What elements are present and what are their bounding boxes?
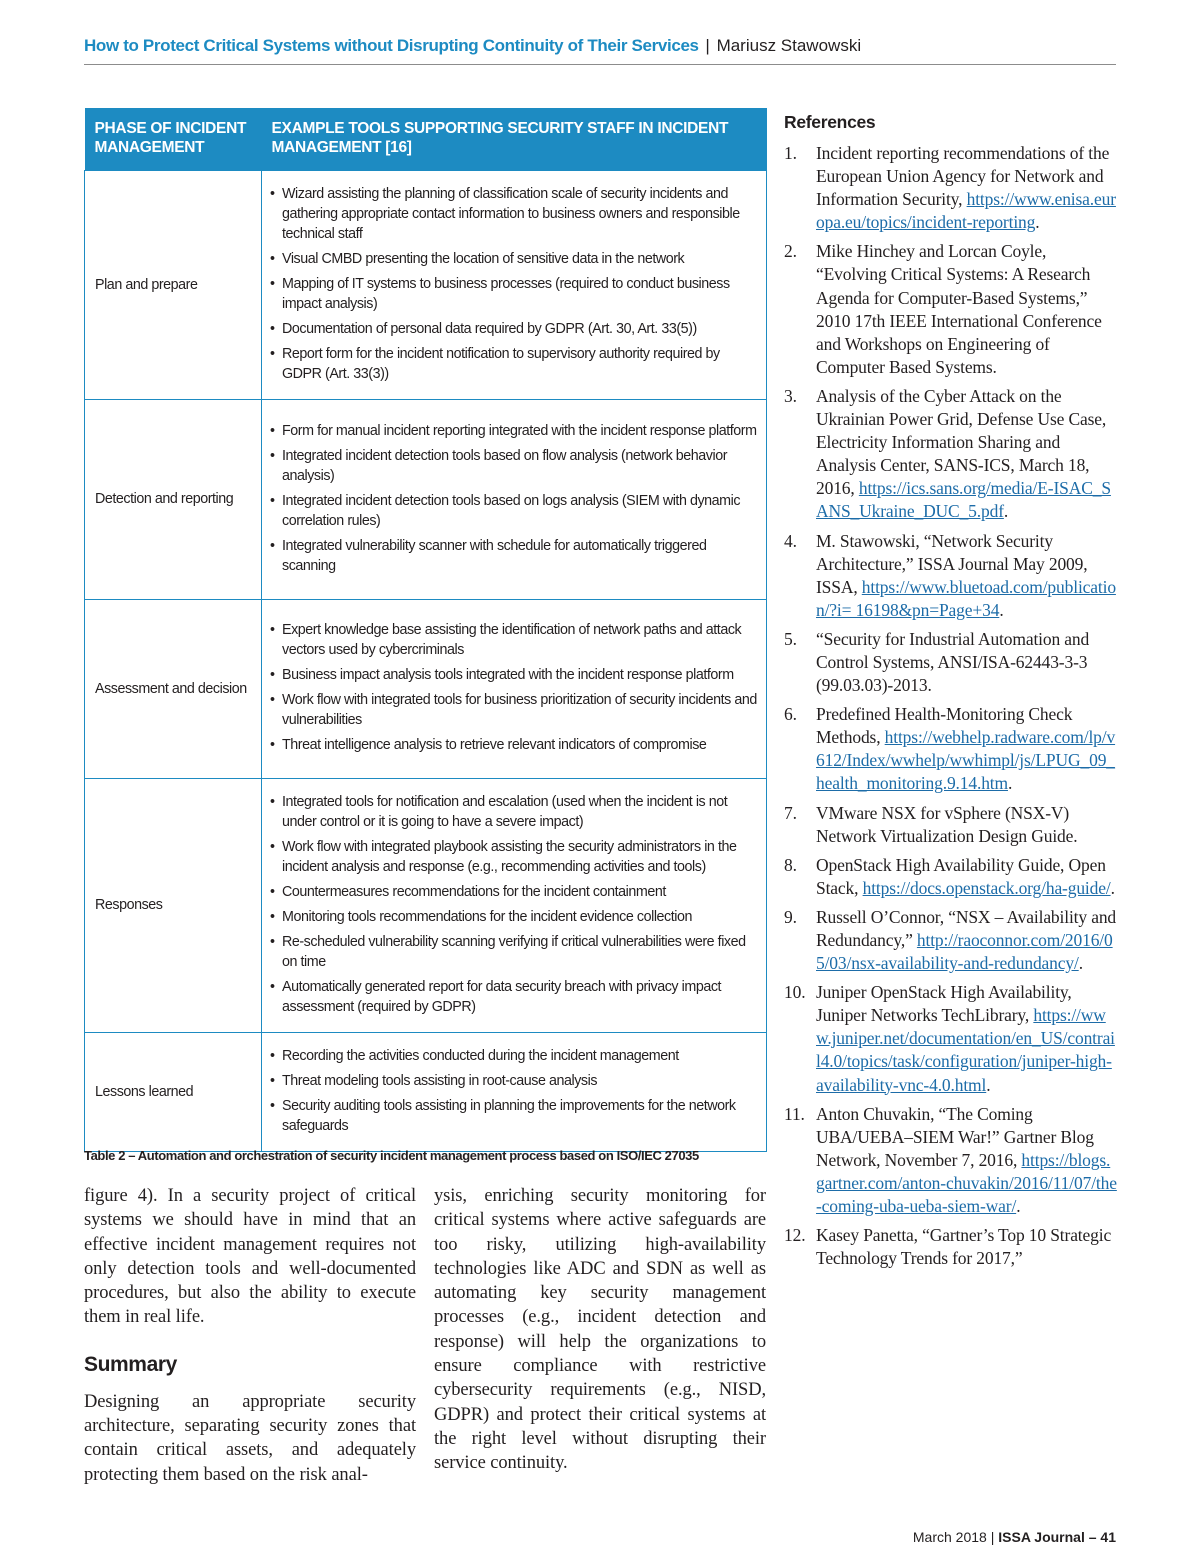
tools-list bbox=[270, 421, 758, 576]
body-paragraph-2-part-1: Designing an appropriate security architecture, separating security zones that contain critical assets, and adequately protecting them based on the risk anal- bbox=[84, 1391, 416, 1485]
reference-item bbox=[784, 628, 1118, 697]
tool-item: • Expert knowledge base assisting the identification of network paths and attack vectors used by cybercriminals bbox=[270, 620, 758, 660]
article-author: Mariusz Stawowski bbox=[716, 36, 862, 55]
reference-number: 10. bbox=[784, 982, 806, 1003]
phase-cell: Detection and reporting bbox=[85, 399, 262, 599]
phase-cell: Assessment and decision bbox=[85, 599, 262, 778]
reference-number: 5. bbox=[784, 628, 797, 649]
table-row bbox=[85, 1032, 767, 1151]
table-row bbox=[85, 599, 767, 778]
reference-text: Incident reporting recommendations of the European Union Agency for Network and Information Security, bbox=[816, 143, 1110, 210]
tools-list bbox=[270, 1046, 758, 1136]
phase-cell: Lessons learned bbox=[85, 1032, 262, 1151]
reference-number: 8. bbox=[784, 854, 797, 875]
reference-link[interactable]: https://www.enisa.europa.eu/topics/incident-reporting bbox=[816, 189, 1116, 233]
article-title: How to Protect Critical Systems without Disrupting Continuity of Their Services bbox=[84, 36, 699, 55]
reference-text: Juniper OpenStack High Availability, Juniper Networks TechLibrary, bbox=[816, 982, 1072, 1026]
tools-list bbox=[270, 792, 758, 1017]
references-heading: References bbox=[784, 112, 876, 132]
reference-tail: . bbox=[1016, 1196, 1021, 1217]
reference-item bbox=[784, 906, 1118, 975]
header-rule bbox=[84, 64, 1116, 65]
running-head bbox=[84, 34, 1116, 58]
tool-item: • Automatically generated report for data security breach with privacy impact assessment (required by GDPR) bbox=[270, 977, 758, 1017]
tools-cell bbox=[262, 170, 767, 399]
tool-item: • Report form for the incident notification to supervisory authority required by GDPR (Art. 33(3)) bbox=[270, 344, 758, 384]
references-section bbox=[784, 110, 1118, 1276]
reference-text: Analysis of the Cyber Attack on the Ukrainian Power Grid, Defense Use Case, Electricity Information Sharing and Analysis Center, SANS-ICS, March 18, 2016, bbox=[816, 385, 1107, 499]
reference-tail: . bbox=[1007, 773, 1013, 794]
reference-item bbox=[784, 240, 1118, 379]
reference-link[interactable]: https://www.bluetoad.com/publication/?i= 16198&pn=Page+34 bbox=[816, 576, 1116, 620]
phase-cell: Responses bbox=[85, 778, 262, 1032]
body-paragraph-1: figure 4). In a security project of critical systems we should have in mind that an effective incident management requires not only detection tools and well-documented procedures, but also the ability to execute them in real life. bbox=[84, 1186, 416, 1328]
tool-item: • Threat intelligence analysis to retrieve relevant indicators of compromise bbox=[270, 735, 758, 755]
reference-text: Anton Chuvakin, “The Coming UBA/UEBA–SIEM War!” Gartner Blog Network, November 7, 2016, bbox=[816, 1103, 1094, 1170]
reference-link[interactable]: https://blogs.gartner.com/anton-chuvakin/2016/11/07/the-coming-uba-ueba-siem-war/ bbox=[816, 1149, 1117, 1217]
reference-number: 11. bbox=[784, 1103, 805, 1124]
tools-list bbox=[270, 620, 758, 755]
tool-item: • Countermeasures recommendations for the incident containment bbox=[270, 882, 758, 902]
tools-list bbox=[270, 184, 758, 384]
reference-number: 12. bbox=[784, 1225, 806, 1246]
tools-cell bbox=[262, 399, 767, 599]
tool-item: • Security auditing tools assisting in planning the improvements for the network safeguards bbox=[270, 1096, 758, 1136]
reference-number: 6. bbox=[784, 704, 797, 725]
tool-item: • Re-scheduled vulnerability scanning verifying if critical vulnerabilities were fixed on time bbox=[270, 932, 758, 972]
tool-item: • Integrated incident detection tools based on logs analysis (SIEM with dynamic correlation rules) bbox=[270, 491, 758, 531]
incident-management-table bbox=[84, 108, 767, 1152]
tool-item: • Integrated incident detection tools based on flow analysis (network behavior analysis) bbox=[270, 446, 758, 486]
summary-heading: Summary bbox=[84, 1352, 177, 1376]
tool-item: • Work flow with integrated playbook assisting the security administrators in the incident analysis and response (e.g., recommending activities and tools) bbox=[270, 837, 758, 877]
reference-text: “Security for Industrial Automation and Control Systems, ANSI/ISA-62443-3-3 (99.03.03)-2013. bbox=[816, 628, 1090, 696]
table-caption: Table 2 – Automation and orchestration of security incident management process based on ISO/IEC 27035 bbox=[84, 1148, 699, 1163]
reference-item bbox=[784, 1103, 1118, 1218]
reference-tail: . bbox=[1003, 501, 1009, 522]
footer-journal-page: ISSA Journal – 41 bbox=[998, 1529, 1116, 1545]
body-column-left bbox=[84, 1184, 416, 1487]
reference-tail: . bbox=[1078, 953, 1083, 974]
body-paragraph-2-part-2: ysis, enriching security monitoring for critical systems where active safeguards are too risky, utilizing high-availability technologies like ADC and SDN as well as automating key security management processes (e.g., incident detection and response) will help the organizations to ensure compliance with restrictive cybersecurity requirements (e.g., NISD, GDPR) and protect their critical systems at the right level without disrupting their service continuity. bbox=[434, 1186, 766, 1474]
tool-item: • Recording the activities conducted during the incident management bbox=[270, 1046, 758, 1066]
reference-link[interactable]: https://webhelp.radware.com/lp/v612/Index/wwhelp/wwhimpl/js/LPUG_09_health_monitoring.9.14.htm bbox=[816, 727, 1116, 794]
reference-link[interactable]: https://www.juniper.net/documentation/en_US/contrail4.0/topics/task/configuration/juniper-high-availability-vnc-4.0.html bbox=[816, 1005, 1115, 1095]
reference-text: Kasey Panetta, “Gartner’s Top 10 Strategic Technology Trends for 2017,” bbox=[816, 1225, 1112, 1269]
reference-text: VMware NSX for vSphere (NSX-V) Network Virtualization Design Guide. bbox=[816, 802, 1078, 846]
tool-item: • Work flow with integrated tools for business prioritization of security incidents and vulnerabilities bbox=[270, 690, 758, 730]
tool-item: • Documentation of personal data required by GDPR (Art. 30, Art. 33(5)) bbox=[270, 319, 758, 339]
tool-item: • Monitoring tools recommendations for the incident evidence collection bbox=[270, 907, 758, 927]
reference-text: Predefined Health-Monitoring Check Methods, bbox=[816, 704, 1073, 748]
reference-number: 7. bbox=[784, 802, 797, 823]
reference-link[interactable]: https://docs.openstack.org/ha-guide/ bbox=[862, 877, 1111, 898]
tool-item: • Threat modeling tools assisting in root-cause analysis bbox=[270, 1071, 758, 1091]
reference-tail: . bbox=[999, 599, 1004, 620]
tool-item: • Integrated tools for notification and escalation (used when the incident is not under control or it is going to have a severe impact) bbox=[270, 792, 758, 832]
table-row bbox=[85, 399, 767, 599]
reference-link[interactable]: https://ics.sans.org/media/E-ISAC_SANS_Ukraine_DUC_5.pdf bbox=[816, 478, 1111, 522]
reference-item bbox=[784, 142, 1118, 234]
header-separator: | bbox=[705, 36, 710, 55]
tool-item: • Integrated vulnerability scanner with schedule for automatically triggered scanning bbox=[270, 536, 758, 576]
reference-text: M. Stawowski, “Network Security Architecture,” ISSA Journal May 2009, ISSA, bbox=[816, 530, 1088, 597]
reference-number: 3. bbox=[784, 385, 797, 406]
tool-item: • Business impact analysis tools integrated with the incident response platform bbox=[270, 665, 758, 685]
reference-item bbox=[784, 854, 1118, 900]
table-header-phase: PHASE OF INCIDENT MANAGEMENT bbox=[85, 108, 262, 170]
tools-cell bbox=[262, 1032, 767, 1151]
footer-separator: | bbox=[990, 1529, 995, 1545]
reference-item bbox=[784, 802, 1118, 848]
tools-cell bbox=[262, 599, 767, 778]
tool-item: • Visual CMBD presenting the location of sensitive data in the network bbox=[270, 249, 758, 269]
tool-item: • Wizard assisting the planning of classification scale of security incidents and gathering appropriate contact information to business owners and responsible technical staff bbox=[270, 184, 758, 244]
table-header-tools: EXAMPLE TOOLS SUPPORTING SECURITY STAFF IN INCIDENT MANAGEMENT [16] bbox=[262, 108, 767, 170]
tool-item: • Mapping of IT systems to business processes (required to conduct business impact analysis) bbox=[270, 274, 758, 314]
body-column-right bbox=[434, 1184, 766, 1476]
references-list bbox=[784, 142, 1118, 1270]
reference-item bbox=[784, 981, 1118, 1096]
reference-tail: . bbox=[986, 1074, 991, 1095]
reference-link[interactable]: http://raoconnor.com/2016/05/03/nsx-availability-and-redundancy/ bbox=[816, 930, 1113, 974]
reference-item bbox=[784, 530, 1118, 622]
reference-text: Mike Hinchey and Lorcan Coyle, “Evolving Critical Systems: A Research Agenda for Computer-Based Systems,” 2010 17th IEEE International Conference and Workshops on Engineering of Computer Based Systems. bbox=[816, 241, 1102, 377]
reference-text: OpenStack High Availability Guide, Open Stack, bbox=[816, 854, 1106, 898]
phase-cell: Plan and prepare bbox=[85, 170, 262, 399]
reference-item bbox=[784, 703, 1118, 795]
table-header-row bbox=[85, 108, 767, 170]
reference-tail: . bbox=[1110, 877, 1115, 898]
reference-number: 9. bbox=[784, 906, 797, 927]
reference-item bbox=[784, 1224, 1118, 1270]
reference-number: 2. bbox=[784, 241, 797, 262]
reference-number: 4. bbox=[784, 530, 797, 551]
table-row bbox=[85, 778, 767, 1032]
reference-text: Russell O’Connor, “NSX – Availability and Redundancy,” bbox=[816, 906, 1117, 950]
footer-date: March 2018 bbox=[912, 1529, 987, 1545]
table-row bbox=[85, 170, 767, 399]
page-footer bbox=[913, 1529, 1116, 1545]
tools-cell bbox=[262, 778, 767, 1032]
tool-item: • Form for manual incident reporting integrated with the incident response platform bbox=[270, 421, 758, 441]
reference-tail: . bbox=[1035, 212, 1040, 233]
reference-number: 1. bbox=[784, 143, 797, 163]
reference-item bbox=[784, 385, 1118, 524]
